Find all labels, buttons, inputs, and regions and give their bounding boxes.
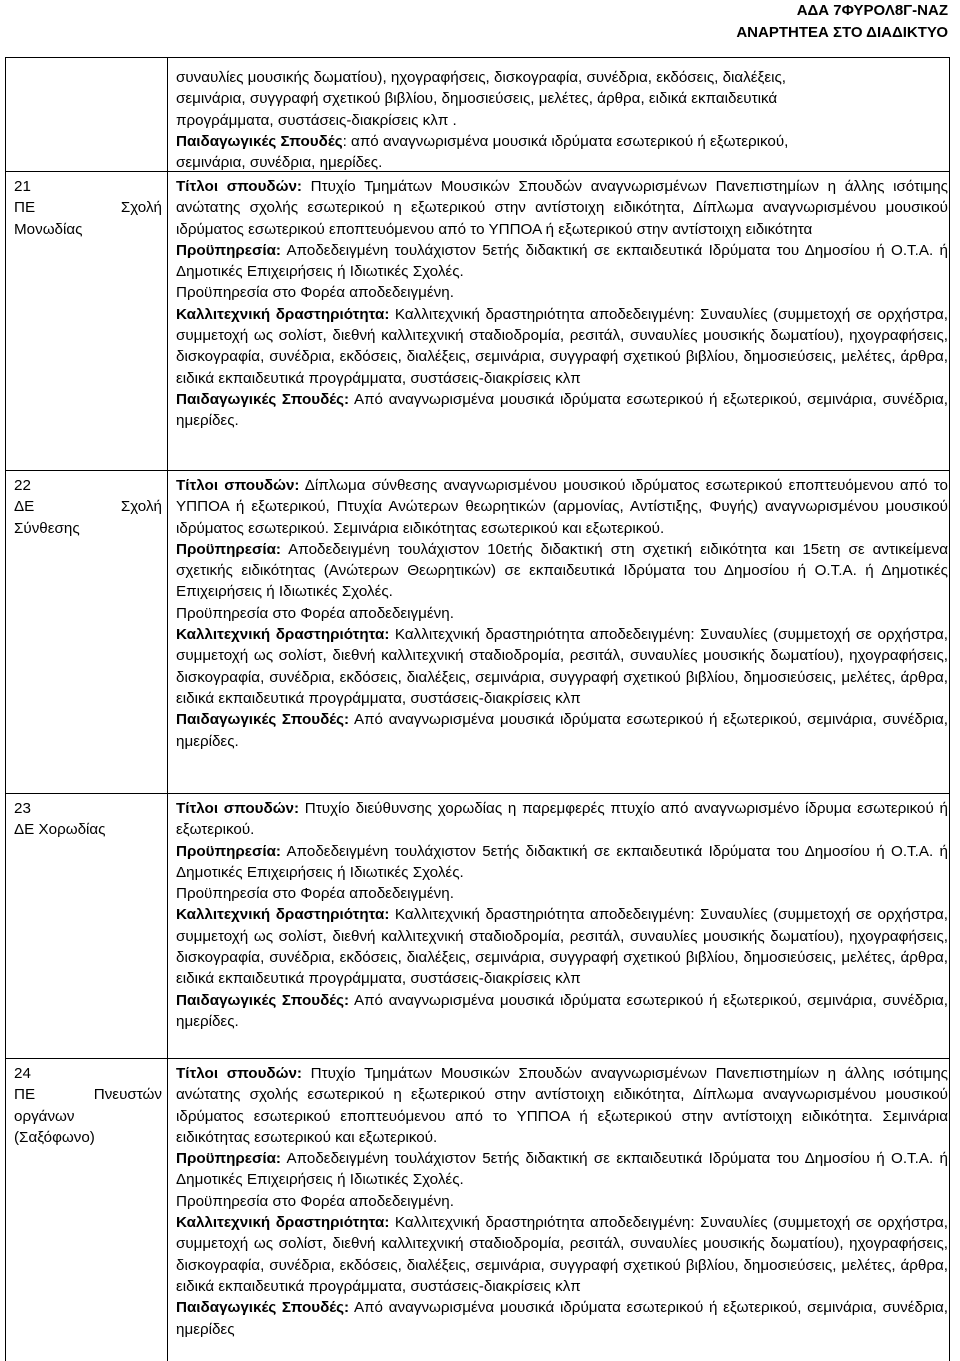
- specialty-cell: [14, 798, 162, 841]
- row-separator: [6, 470, 949, 471]
- specialty-name: Σύνθεσης: [14, 519, 80, 537]
- titles-text: Πτυχίο διεύθυνσης χορωδίας η παρεμφερές πτυχίο από αναγνωρισμένο ίδρυμα εσωτερικού ή εξωτερικού.: [176, 800, 948, 839]
- requirements-cell: [176, 176, 948, 432]
- specialty-number: 22: [14, 477, 31, 494]
- experience-body: Προϋπηρεσία στο Φορέα αποδεδειγμένη.: [176, 284, 454, 302]
- specialty-category: ΠΕ: [14, 199, 36, 217]
- artistic-label: Καλλιτεχνική δραστηριότητα:: [176, 906, 390, 924]
- row-separator: [6, 171, 949, 172]
- titles-label: Τίτλοι σπουδών:: [176, 1065, 302, 1082]
- artistic-text: Καλλιτεχνική δραστηριότητα αποδεδειγμένη: Συναυλίες (συμμετοχή σε ορχήστρα, συμμετοχή ως σολίστ, διεθνή καλλιτεχνική σταδιοδρομία, ρεσιτάλ, συναυλίες μουσικής δωματίου), ηχογραφήσεις, δισκογραφία, συνέδρια, εκδόσεις, διαλέξεις, σεμινάρια, συγγραφή σχετικού βιβλίου, δημοσιεύσεις, μελέτες, άρθρα, ειδικά εκπαιδευτικά προγράμματα, συστάσεις-διακρίσεις κλπ: [176, 906, 948, 988]
- experience-body: Προϋπηρεσία στο Φορέα αποδεδειγμένη.: [176, 1192, 454, 1210]
- specialty-word: Σχολή: [120, 199, 162, 217]
- artistic-label: Καλλιτεχνική δραστηριότητα:: [176, 305, 390, 323]
- experience-text: Αποδεδειγμένη τουλάχιστον 5ετής διδακτική σε εκπαιδευτικά Ιδρύματα του Δημοσίου ή Ο.Τ.Α. ή Δημοτικές Επιχειρήσεις ή Ιδιωτικές Σχολές.: [176, 1150, 948, 1189]
- continuation-line: προγράμματα, συστάσεις-διακρίσεις κλπ .: [176, 111, 457, 129]
- experience-text: Αποδεδειγμένη τουλάχιστον 5ετής διδακτική σε εκπαιδευτικά Ιδρύματα του Δημοσίου ή Ο.Τ.Α. ή Δημοτικές Επιχειρήσεις ή Ιδιωτικές Σχολές.: [176, 241, 948, 281]
- titles-text: Πτυχίο Τμημάτων Μουσικών Σπουδών αναγνωρισμένων Πανεπιστημίων η άλλης ισότιμης ανώτατης σχολής εσωτερικού η εξωτερικού στην αντίστοιχη ειδικότητα, Δίπλωμα αναγνωρισμένου μουσικού ιδρύματος εσωτερικού εποπτευόμενου από το ΥΠΠΟΑ ή εξωτερικού στην αντίστοιχη ειδικότητα: [176, 178, 948, 238]
- pedagogical-text: Από αναγνωρισμένα μουσικά ιδρύματα εσωτερικού ή εξωτερικού, σεμινάρια, συνέδρια, ημερίδες.: [176, 390, 948, 430]
- specialty-cell: [14, 176, 162, 240]
- experience-text: Αποδεδειγμένη τουλάχιστον 10ετής διδακτική στη σχετική ειδικότητα και 15ετη σε αντικείμενα σχετικής ειδικότητας (Ανώτερων Θεωρητικών) σε εκπαιδευτικά Ιδρύματα του Δημοσίου ή Ο.Τ.Α. ή Δημοτικές Επιχειρήσεις ή Ιδιωτικές Σχολές.: [176, 540, 948, 601]
- specialty-category: ΠΕ: [14, 1086, 36, 1104]
- continuation-text: [176, 67, 948, 173]
- specialty-number: 24: [14, 1065, 31, 1082]
- pedagogical-label: Παιδαγωγικές Σπουδές:: [176, 1299, 350, 1317]
- pedagogical-text: Από αναγνωρισμένα μουσικά ιδρύματα εσωτερικού ή εξωτερικού, σεμινάρια, συνέδρια, ημερίδες.: [176, 991, 948, 1030]
- ada-code: ΑΔΑ 7ΦΥΡΟΛ8Γ-ΝΑΖ: [796, 2, 948, 19]
- pedagogical-text: Από αναγνωρισμένα μουσικά ιδρύματα εσωτερικού ή εξωτερικού, σεμινάρια, συνέδρια, ημερίδες.: [176, 711, 948, 750]
- experience-text: Αποδεδειγμένη τουλάχιστον 5ετής διδακτική σε εκπαιδευτικά Ιδρύματα του Δημοσίου ή Ο.Τ.Α. ή Δημοτικές Επιχειρήσεις ή Ιδιωτικές Σχολές.: [176, 842, 948, 881]
- row-separator: [6, 1058, 949, 1059]
- titles-label: Τίτλοι σπουδών:: [176, 800, 300, 817]
- pedagogical-studies: [176, 131, 948, 152]
- pedagogical-label: Παιδαγωγικές Σπουδές:: [176, 390, 350, 408]
- specialty-number: 23: [14, 800, 31, 817]
- titles-label: Τίτλοι σπουδών:: [176, 477, 300, 494]
- continuation-line: σεμινάρια, συνέδρια, ημερίδες.: [176, 154, 383, 172]
- specialty-cell: [14, 475, 162, 539]
- titles-text: Πτυχίο Τμημάτων Μουσικών Σπουδών αναγνωρισμένων Πανεπιστημίων η άλλης ισότιμης ανώτατης σχολής εσωτερικού η εξωτερικού στην αντίστοιχη ειδικότητα, Δίπλωμα αναγνωρισμένου μουσικού ιδρύματος εσωτερικού εποπτευόμενου από το ΥΠΠΟΑ ή εξωτερικού στην αντίστοιχη ειδικότητα. Σεμινάρια ειδικότητας εσωτερικού και εξωτερικού.: [176, 1065, 948, 1146]
- artistic-text: Καλλιτεχνική δραστηριότητα αποδεδειγμένη: Συναυλίες (συμμετοχή σε ορχήστρα, συμμετοχή ως σολίστ, διεθνή καλλιτεχνική σταδιοδρομία, ρεσιτάλ, συναυλίες μουσικής δωματίου), ηχογραφήσεις, δισκογραφία, συνέδρια, εκδόσεις, διαλέξεις, σεμινάρια, συγγραφή σχετικού βιβλίου, δημοσιεύσεις, μελέτες, άρθρα, ειδικά εκπαιδευτικά προγράμματα, συστάσεις-διακρίσεις κλπ: [176, 626, 948, 707]
- artistic-label: Καλλιτεχνική δραστηριότητα:: [176, 1214, 390, 1232]
- experience-body: Προϋπηρεσία στο Φορέα αποδεδειγμένη.: [176, 604, 454, 622]
- requirements-cell: [176, 475, 948, 752]
- artistic-text: Καλλιτεχνική δραστηριότητα αποδεδειγμένη: Συναυλίες (συμμετοχή σε ορχήστρα, συμμετοχή ως σολίστ, διεθνή καλλιτεχνική σταδιοδρομία, ρεσιτάλ, συναυλίες μουσικής δωματίου), ηχογραφήσεις, δισκογραφία, συνέδρια, εκδόσεις, διαλέξεις, σεμινάρια, συγγραφή σχετικού βιβλίου, δημοσιεύσεις, μελέτες, άρθρα, ειδικά εκπαιδευτικά προγράμματα, συστάσεις-διακρίσεις κλπ: [176, 1214, 948, 1295]
- experience-label: Προϋπηρεσία:: [176, 1150, 281, 1168]
- requirements-cell: [176, 1063, 948, 1340]
- posting-notice: ΑΝΑΡΤΗΤΕΑ ΣΤΟ ΔΙΑΔΙΚΤΥΟ: [736, 24, 948, 41]
- experience-body: Προϋπηρεσία στο Φορέα αποδεδειγμένη.: [176, 885, 454, 903]
- continuation-line: συναυλίες μουσικής δωματίου), ηχογραφήσεις, δισκογραφία, συνέδρια, εκδόσεις, διαλέξεις,: [176, 69, 787, 86]
- specialties-table: [5, 57, 950, 1361]
- pedagogical-text: Από αναγνωρισμένα μουσικά ιδρύματα εσωτερικού ή εξωτερικού, σεμινάρια, συνέδρια, ημερίδες: [176, 1299, 948, 1338]
- experience-label: Προϋπηρεσία:: [176, 842, 281, 860]
- pedagogical-label: Παιδαγωγικές Σπουδές:: [176, 711, 350, 729]
- titles-text: Δίπλωμα σύνθεσης αναγνωρισμένου μουσικού ιδρύματος εσωτερικού εποπτευόμενου από το ΥΠΠΟΑ ή εξωτερικού, Πτυχία Ανώτερων θεωρητικών (αρμονίας, Αντίστιξης, Φυγής) αναγνωρισμένου μουσικού ιδρύματος εσωτερικού. Σεμινάρια ειδικότητας εσωτερικού και εξωτερικού.: [176, 477, 948, 537]
- requirements-cell: [176, 798, 948, 1032]
- specialty-cell: [14, 1063, 162, 1148]
- specialty-name: ΔΕ Χορωδίας: [14, 821, 106, 839]
- specialty-number: 21: [14, 178, 31, 195]
- artistic-text: Καλλιτεχνική δραστηριότητα αποδεδειγμένη: Συναυλίες (συμμετοχή σε ορχήστρα, συμμετοχή ως σολίστ, διεθνή καλλιτεχνική σταδιοδρομία, ρεσιτάλ, συναυλίες μουσικής δωματίου), ηχογραφήσεις, δισκογραφία, συνέδρια, εκδόσεις, διαλέξεις, σεμινάρια, συγγραφή σχετικού βιβλίου, δημοσιεύσεις, μελέτες, άρθρα, ειδικά εκπαιδευτικά προγράμματα, συστάσεις-διακρίσεις κλπ: [176, 305, 948, 387]
- specialty-category: ΔΕ: [14, 498, 35, 516]
- continuation-line: σεμινάρια, συγγραφή σχετικού βιβλίου, δημοσιεύσεις, μελέτες, άρθρα, ειδικά εκπαιδευτικά: [176, 90, 778, 108]
- pedagogical-label: Παιδαγωγικές Σπουδές: [176, 132, 343, 150]
- pedagogical-label: Παιδαγωγικές Σπουδές:: [176, 991, 350, 1009]
- specialty-name: οργάνων (Σαξόφωνο): [14, 1107, 95, 1146]
- experience-label: Προϋπηρεσία:: [176, 540, 281, 558]
- column-divider: [167, 58, 168, 1361]
- artistic-label: Καλλιτεχνική δραστηριότητα:: [176, 626, 390, 644]
- pedagogical-text: : από αναγνωρισμένα μουσικά ιδρύματα εσωτερικού ή εξωτερικού,: [342, 132, 789, 150]
- specialty-word: Πνευστών: [93, 1086, 162, 1104]
- specialty-word: Σχολή: [120, 498, 162, 516]
- specialty-name: Μονωδίας: [14, 220, 83, 238]
- experience-label: Προϋπηρεσία:: [176, 241, 281, 259]
- row-separator: [6, 793, 949, 794]
- document-header: [736, 0, 948, 44]
- titles-label: Τίτλοι σπουδών:: [176, 178, 302, 195]
